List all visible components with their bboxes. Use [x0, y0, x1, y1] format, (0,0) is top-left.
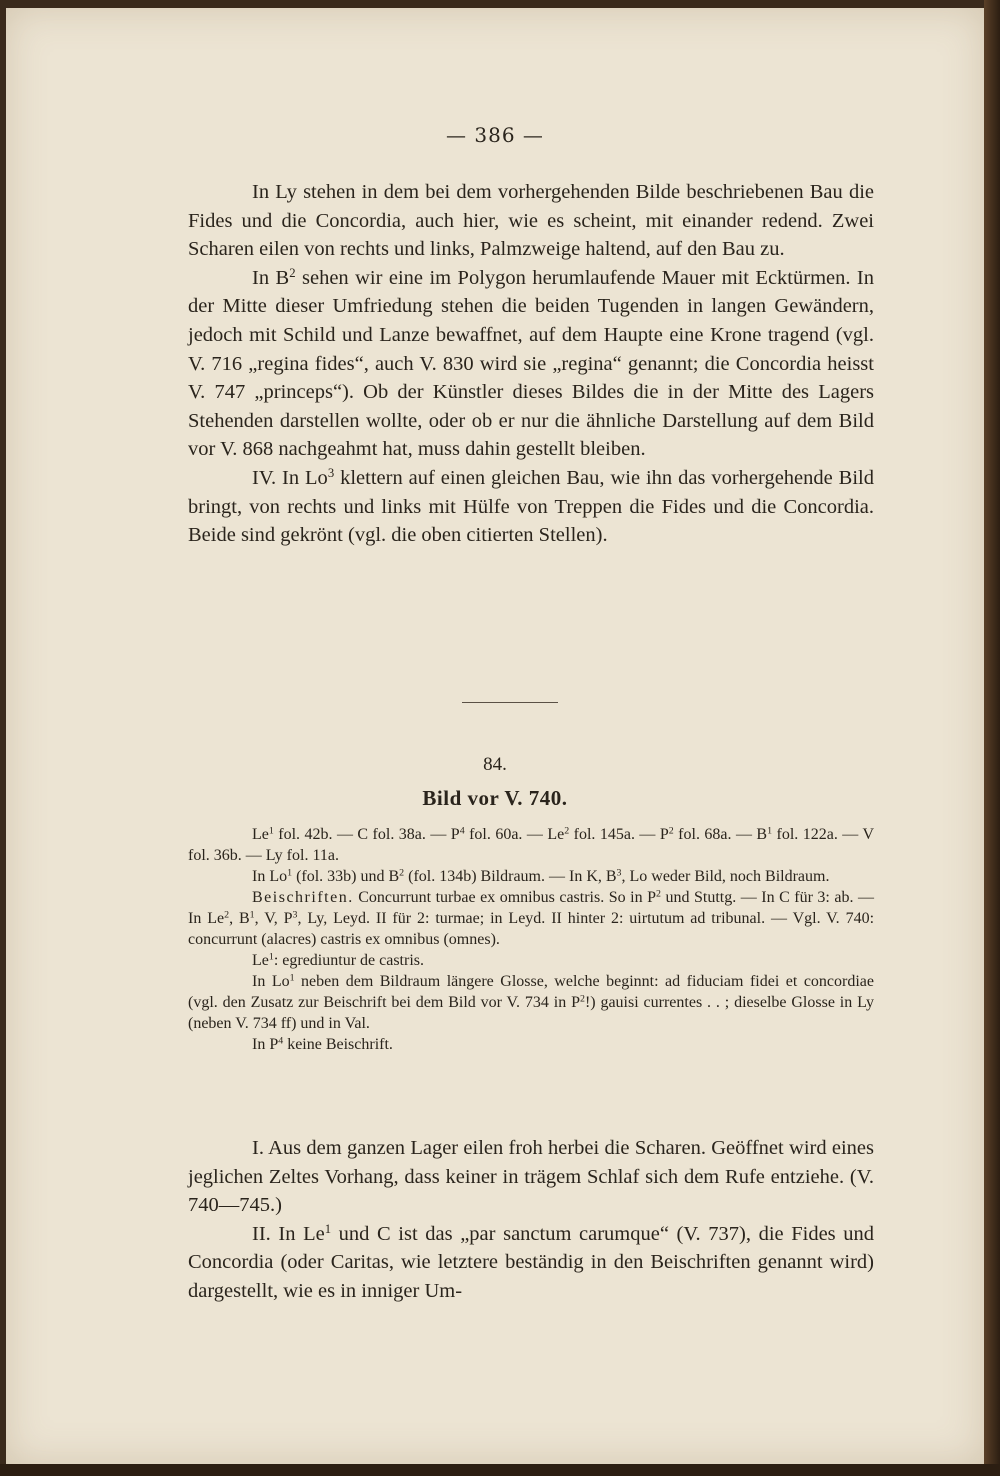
upper-text [188, 178, 874, 550]
le1-line: Le$^1$: egrediuntur de castris. [252, 951, 424, 969]
paragraph: I. Aus dem ganzen Lager eilen froh herbei die Scharen. Geöffnet wird eines jeglichen Zeltes Vorhang, dass keiner in trägem Schlaf sich dem Rufe entziehe. (V. 740—745.) [188, 1137, 874, 1217]
picture-space-line: In Lo$^1$ (fol. 33b) und $B^2$ (fol. 134b) Bildraum. — In K, $B^3$, Lo weder Bild, noch Bildraum. [252, 867, 830, 885]
book-page [6, 8, 984, 1464]
apparatus-notes [188, 824, 874, 1055]
book-bottom-edge [0, 1464, 1000, 1476]
beischriften-label: Beischriften. [252, 889, 354, 906]
section-title: Bild vor V. 740. [422, 786, 568, 810]
paragraph: II. In Le$^1$ und C ist das „par sanctum carumque“ (V. 737), die Fides und Concordia (oder Caritas, wie letztere beständig in den Beischriften genannt wird) dargestellt, wie es in inniger Um- [188, 1221, 874, 1302]
sources-line: Le$^1$ fol. 42b. — C fol. 38a. — $P^4$ fol. 60a. — Le$^2$ fol. 145a. — $P^2$ fol. 68a. — $B^1$ fol. 122a. — V fol. 36b. — Ly fol. 11a. [188, 825, 875, 864]
p4-line: In $P^4$ keine Beischrift. [252, 1035, 393, 1053]
section-number: 84. [483, 754, 507, 775]
paragraph: In $B^2$ sehen wir eine im Polygon herumlaufende Mauer mit Ecktürmen. In der Mitte dieser Umfriedung stehen die beiden Tugenden in langen Gewändern, jedoch mit Schild und Lanze bewaffnet, auf dem Haupte eine Krone tragend (vgl. V. 716 „regina fides“, auch V. 830 wird sie „regina“ genannt; die Concordia heisst V. 747 „princeps“). Ob der Künstler dieses Bildes die in der Mitte des Lagers Stehenden darstellen wollte, oder ob er nur die ähnliche Darstellung auf dem Bild vor V. 868 nachgeahmt hat, muss dahin gestellt bleiben. [188, 265, 875, 461]
lower-text [188, 1134, 874, 1306]
book-binding-edge [984, 0, 1000, 1476]
section-divider [462, 702, 558, 703]
paragraph: In Ly stehen in dem bei dem vorhergehenden Bilde beschriebenen Bau die Fides und die Concordia, auch hier, wie es scheint, mit einander redend. Zwei Scharen eilen von rechts und links, Palmzweige haltend, auf den Bau zu. [188, 181, 874, 261]
paragraph: IV. In Lo$^3$ klettern auf einen gleichen Bau, wie ihn das vorhergehende Bild bringt, von rechts und links mit Hülfe von Treppen die Fides und die Concordia. Beide sind gekrönt (vgl. die oben citierten Stellen). [188, 465, 874, 547]
lo1-gloss-line: In Lo$^1$ neben dem Bildraum längere Glosse, welche beginnt: ad fiduciam fidei et concordiae (vgl. den Zusatz zur Beischrift bei dem Bild vor V. 734 in $P^2$!) gauisi currentes . . ; dieselbe Glosse in Ly (neben V. 734 ff) und in Val. [188, 972, 875, 1032]
page-number: — 386 — [446, 123, 544, 147]
beischriften-line: Beischriften. Concurrunt turbae ex omnibus castris. So in $P^2$ und Stuttg. — In C für 3: ab. — In Le$^2$, $B^1$, V, $P^3$, Ly, Leyd. II für 2: turmae; in Leyd. II hinter 2: uirtutum ad tribunal. — Vgl. V. 740: concurrunt (alacres) castris ex omnibus (omnes). [188, 888, 875, 948]
